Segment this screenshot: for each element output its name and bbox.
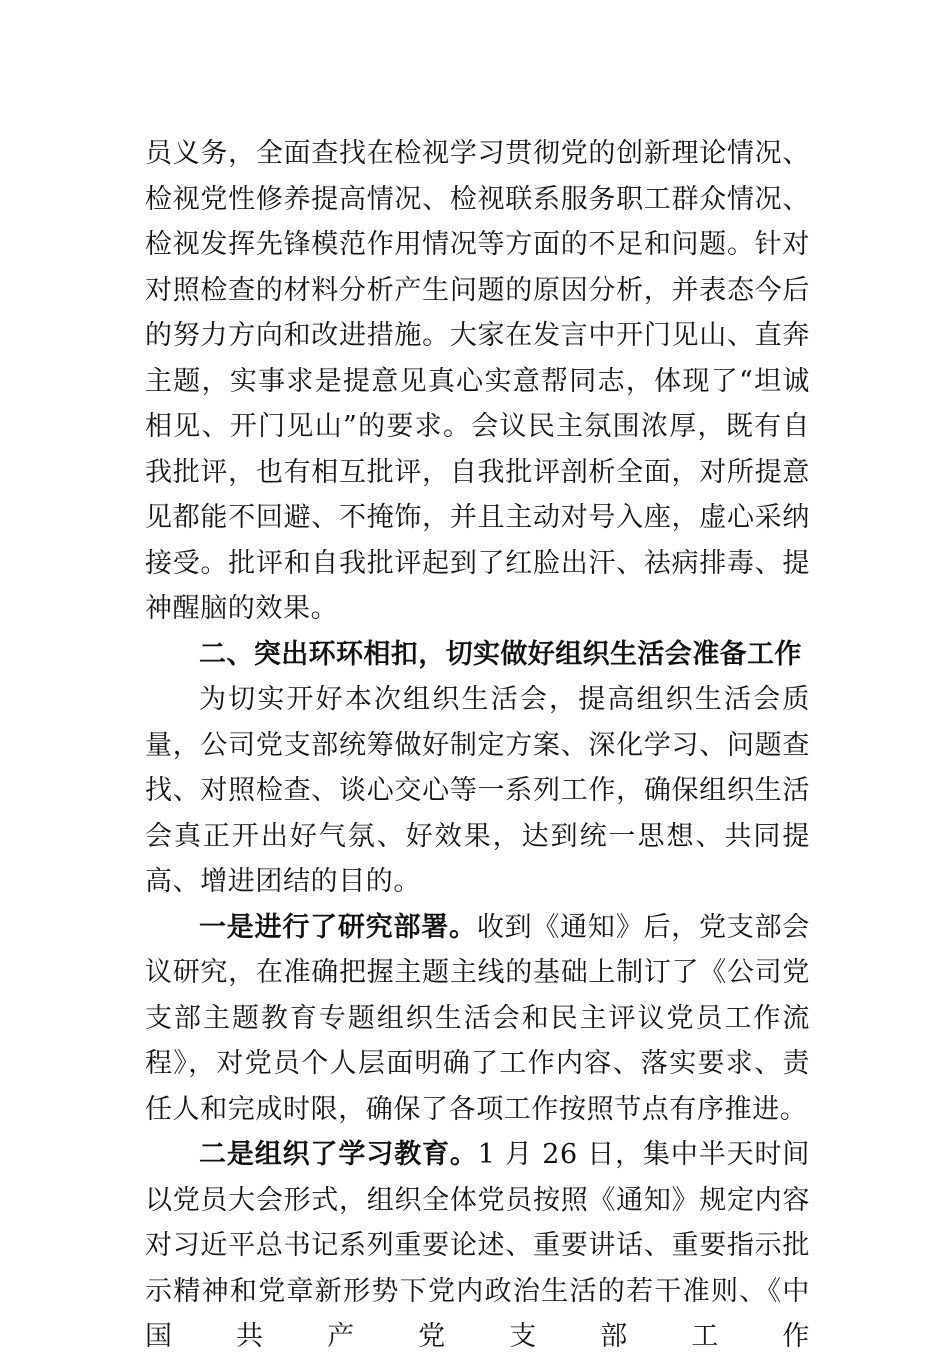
paragraph-item-1 [145, 905, 810, 1133]
section-heading: 二、突出环环相扣，切实做好组织生活会准备工作 [199, 638, 802, 670]
item-2-text: 1 月 26 日，集中半天时间以党员大会形式，组织全体党员按照《通知》规定内容对习近平总书记系列重要论述、重要讲话、重要指示批示精神和党章新形势下党内政治生活的若干准则、《中国共产党支部工作 [145, 1139, 810, 1352]
item-2-lead: 二是组织了学习教育。 [199, 1139, 478, 1170]
paragraph-intro: 为切实开好本次组织生活会，提高组织生活会质量，公司党支部统筹做好制定方案、深化学习、问题查找、对照检查、谈心交心等一系列工作，确保组织生活会真正开出好气氛、好效果，达到统一思想、共同提高、增进团结的目的。 [145, 684, 810, 897]
paragraph-continuation: 员义务，全面查找在检视学习贯彻党的创新理论情况、检视党性修养提高情况、检视联系服务职工群众情况、检视发挥先锋模范作用情况等方面的不足和问题。针对对照检查的材料分析产生问题的原因分析，并表态今后的努力方向和改进措施。大家在发言中开门见山、直奔主题，实事求是提意见真心实意帮同志，体现了“坦诚相见、开门见山”的要求。会议民主氛围浓厚，既有自我批评，也有相互批评，自我批评剖析全面，对所提意见都能不回避、不掩饰，并且主动对号入座，虚心采纳接受。批评和自我批评起到了红脸出汗、祛病排毒、提神醒脑的效果。 [145, 138, 810, 624]
item-1-text: 收到《通知》后，党支部会议研究，在准确把握主题主线的基础上制订了《公司党支部主题教育专题组织生活会和民主评议党员工作流程》，对党员个人层面明确了工作内容、落实要求、责任人和完成时限，确保了各项工作按照节点有序推进。 [145, 911, 811, 1125]
item-1-lead: 一是进行了研究部署。 [199, 911, 477, 943]
paragraph-item-2 [145, 1132, 810, 1360]
document-body [145, 131, 810, 1360]
